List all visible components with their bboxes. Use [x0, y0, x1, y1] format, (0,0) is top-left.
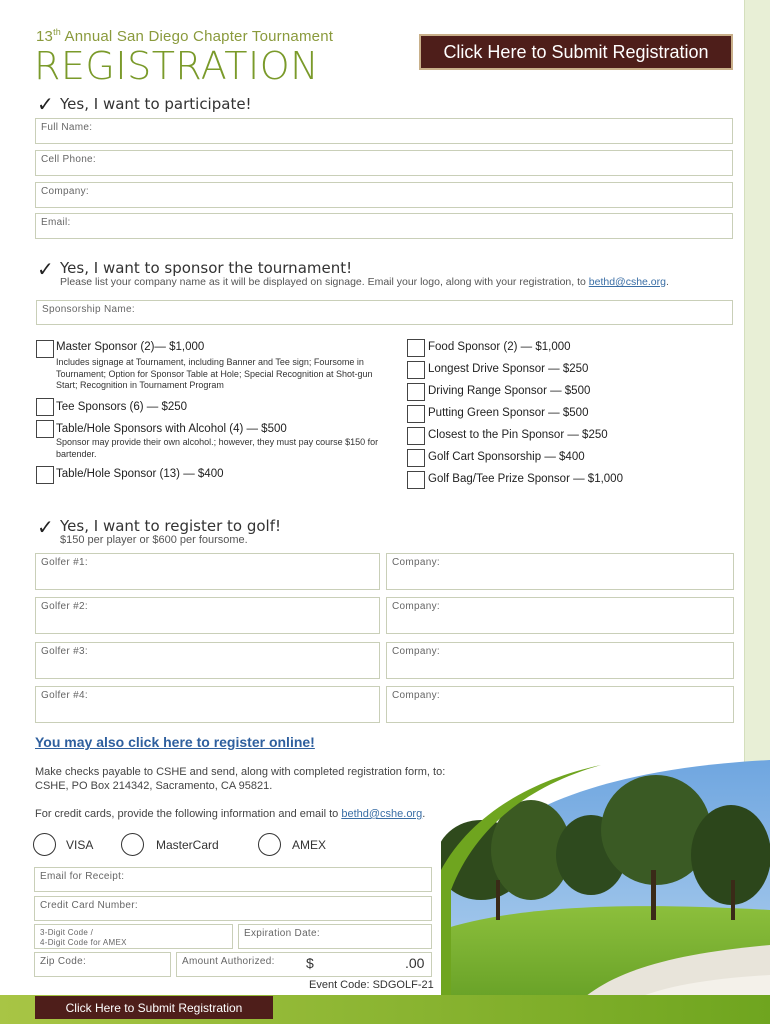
credit-email-link[interactable]: bethd@cshe.org — [341, 808, 423, 820]
security-code-field[interactable]: 3-Digit Code / 4-Digit Code for AMEX — [34, 924, 233, 949]
golfer-3-field[interactable]: Golfer #3: — [35, 642, 380, 679]
master-sponsor-label: Master Sponsor (2)— $1,000 — [56, 341, 205, 353]
check-icon: ✓ — [37, 257, 54, 281]
checks-instructions: Make checks payable to CSHE and send, along with completed registration form, to: CSHE, PO Box 214342, Sacramento, CA 95821. — [35, 766, 446, 792]
table-hole-sponsor-label: Table/Hole Sponsor (13) — $400 — [56, 468, 224, 480]
email-field[interactable]: Email: — [35, 213, 733, 239]
longest-drive-checkbox[interactable] — [407, 361, 425, 379]
table-hole-alcohol-desc: Sponsor may provide their own alcohol.; however, they must pay course $150 for bartender. — [56, 437, 379, 459]
page-title: REGISTRATION — [34, 44, 320, 88]
golf-course-photo — [441, 760, 770, 1024]
golf-price-note: $150 per player or $600 per foursome. — [60, 534, 248, 546]
putting-green-label: Putting Green Sponsor — $500 — [428, 407, 589, 419]
check-icon: ✓ — [37, 92, 54, 116]
tournament-subtitle: 13th Annual San Diego Chapter Tournament — [36, 27, 334, 45]
golfer-2-company-field[interactable]: Company: — [386, 597, 734, 634]
sponsor-heading: Yes, I want to sponsor the tournament! — [60, 259, 353, 277]
driving-range-checkbox[interactable] — [407, 383, 425, 401]
sponsorship-name-field[interactable]: Sponsorship Name: — [36, 300, 733, 325]
mastercard-radio[interactable] — [121, 833, 144, 856]
longest-drive-label: Longest Drive Sponsor — $250 — [428, 363, 589, 375]
submit-registration-button[interactable]: Click Here to Submit Registration — [419, 34, 733, 70]
sponsor-note: Please list your company name as it will be displayed on signage. Email your logo, along with your registration, to bethd@cshe.org. — [60, 276, 669, 288]
amex-label: AMEX — [292, 838, 327, 852]
master-sponsor-desc: Includes signage at Tournament, including Banner and Tee sign; Foursome in Tournament; Option for Sponsor Table at Hole; Special Recognition at Shot-gun Start; Recognition in Tournament Program — [56, 357, 373, 390]
golfer-4-field[interactable]: Golfer #4: — [35, 686, 380, 723]
card-number-field[interactable]: Credit Card Number: — [34, 896, 432, 921]
closest-pin-label: Closest to the Pin Sponsor — $250 — [428, 429, 608, 441]
email-receipt-field[interactable]: Email for Receipt: — [34, 867, 432, 892]
golfer-1-field[interactable]: Golfer #1: — [35, 553, 380, 590]
table-hole-alcohol-label: Table/Hole Sponsors with Alcohol (4) — $500 — [56, 423, 287, 435]
amount-authorized-field[interactable]: Amount Authorized: — [176, 952, 432, 977]
dollar-sign: $ — [306, 955, 314, 971]
driving-range-label: Driving Range Sponsor — $500 — [428, 385, 591, 397]
golf-bag-checkbox[interactable] — [407, 471, 425, 489]
expiration-date-field[interactable]: Expiration Date: — [238, 924, 432, 949]
register-online-link[interactable]: You may also click here to register online! — [35, 734, 315, 750]
closest-pin-checkbox[interactable] — [407, 427, 425, 445]
golfer-2-field[interactable]: Golfer #2: — [35, 597, 380, 634]
table-hole-sponsor-checkbox[interactable] — [36, 466, 54, 484]
check-icon: ✓ — [37, 515, 54, 539]
zip-code-field[interactable]: Zip Code: — [34, 952, 171, 977]
food-sponsor-label: Food Sponsor (2) — $1,000 — [428, 341, 571, 353]
credit-instructions: For credit cards, provide the following information and email to bethd@cshe.org. — [35, 808, 426, 820]
golf-cart-label: Golf Cart Sponsorship — $400 — [428, 451, 585, 463]
participate-heading: Yes, I want to participate! — [60, 95, 252, 113]
putting-green-checkbox[interactable] — [407, 405, 425, 423]
amex-radio[interactable] — [258, 833, 281, 856]
master-sponsor-checkbox[interactable] — [36, 340, 54, 358]
table-hole-alcohol-checkbox[interactable] — [36, 420, 54, 438]
golf-cart-checkbox[interactable] — [407, 449, 425, 467]
visa-label: VISA — [66, 838, 94, 852]
golfer-1-company-field[interactable]: Company: — [386, 553, 734, 590]
golf-bag-label: Golf Bag/Tee Prize Sponsor — $1,000 — [428, 473, 623, 485]
tee-sponsor-label: Tee Sponsors (6) — $250 — [56, 401, 188, 413]
mastercard-label: MasterCard — [156, 838, 219, 852]
company-field[interactable]: Company: — [35, 182, 733, 208]
visa-radio[interactable] — [33, 833, 56, 856]
submit-registration-bottom-button[interactable]: Click Here to Submit Registration — [35, 996, 273, 1019]
event-code: Event Code: SDGOLF-21 — [309, 979, 434, 991]
sponsor-email-link[interactable]: bethd@cshe.org — [588, 276, 666, 288]
cents-value: .00 — [405, 955, 425, 971]
golf-heading: Yes, I want to register to golf! — [60, 517, 281, 535]
full-name-field[interactable]: Full Name: — [35, 118, 733, 144]
food-sponsor-checkbox[interactable] — [407, 339, 425, 357]
cell-phone-field[interactable]: Cell Phone: — [35, 150, 733, 176]
golfer-4-company-field[interactable]: Company: — [386, 686, 734, 723]
golfer-3-company-field[interactable]: Company: — [386, 642, 734, 679]
tee-sponsor-checkbox[interactable] — [36, 398, 54, 416]
